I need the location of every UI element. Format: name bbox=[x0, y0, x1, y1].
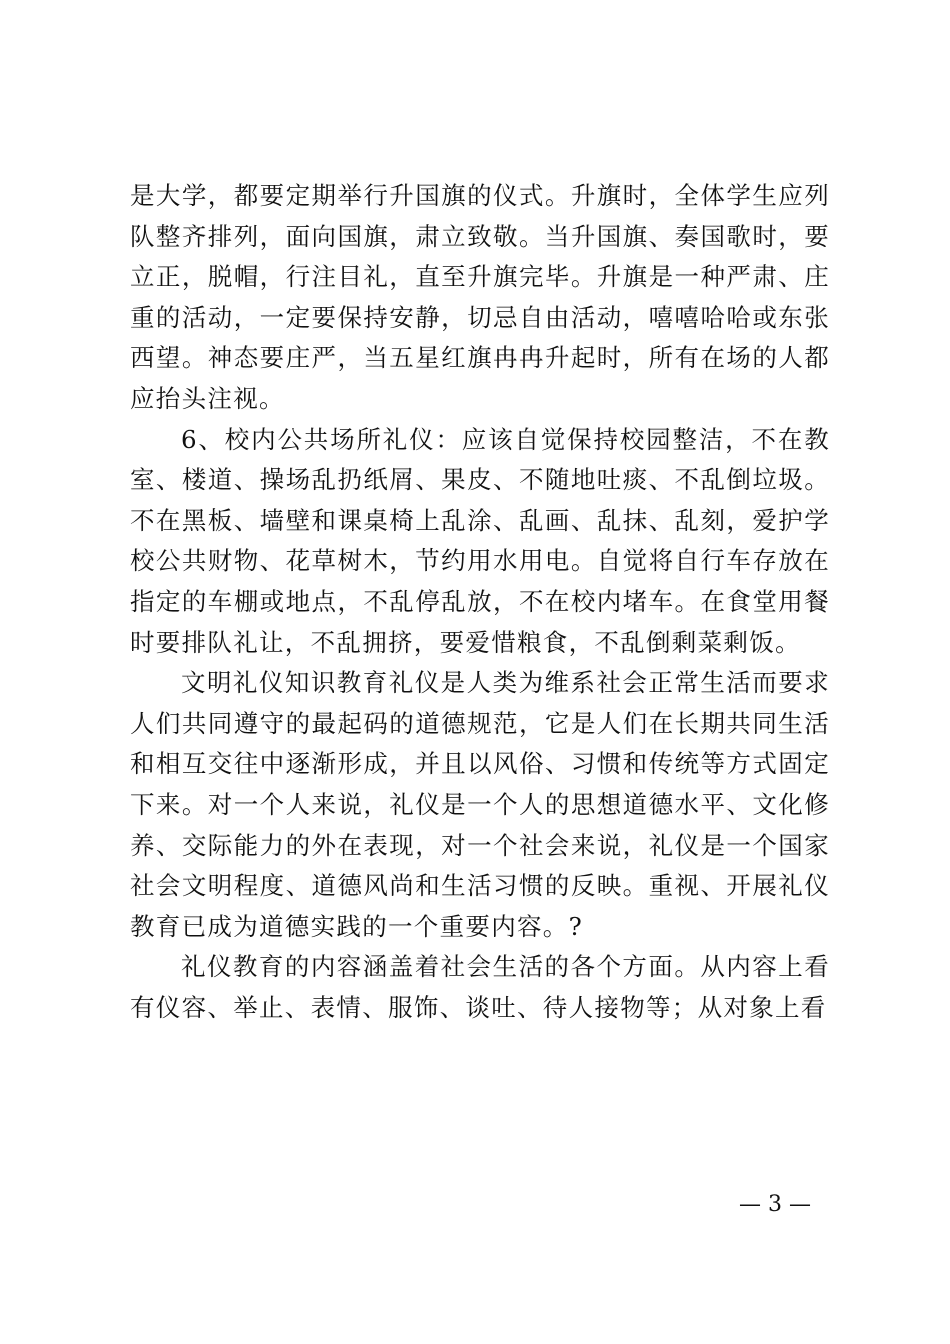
paragraph-etiquette-education: 文明礼仪知识教育礼仪是人类为维系社会正常生活而要求人们共同遵守的最起码的道德规范，它是人们在长期共同生活和相互交往中逐渐形成，并且以风俗、习惯和传统等方式固定下来。对一个人来说，礼仪是一个人的思想道德水平、文化修养、交际能力的外在表现，对一个社会来说，礼仪是一个国家社会文明程度、道德风尚和生活习惯的反映。重视、开展礼仪教育已成为道德实践的一个重要内容。? bbox=[130, 668, 830, 941]
body-text bbox=[130, 176, 830, 1028]
paragraph-public-places-etiquette: 6、校内公共场所礼仪：应该自觉保持校园整洁，不在教室、楼道、操场乱扔纸屑、果皮、不随地吐痰、不乱倒垃圾。不在黑板、墙壁和课桌椅上乱涂、乱画、乱抹、乱刻，爱护学校公共财物、花草树木，节约用水用电。自觉将自行车存放在指定的车棚或地点，不乱停乱放，不在校内堵车。在食堂用餐时要排队礼让，不乱拥挤，要爱惜粮食，不乱倒剩菜剩饭。 bbox=[130, 424, 830, 657]
page-number: — 3 — bbox=[739, 1192, 811, 1217]
paragraph-continuation: 是大学，都要定期举行升国旗的仪式。升旗时，全体学生应列队整齐排列，面向国旗，肃立致敬。当升国旗、奏国歌时，要立正，脱帽，行注目礼，直至升旗完毕。升旗是一种严肃、庄重的活动，一定要保持安静，切忌自由活动，嘻嘻哈哈或东张西望。神态要庄严，当五星红旗冉冉升起时，所有在场的人都应抬头注视。 bbox=[130, 181, 830, 413]
paragraph-etiquette-content: 礼仪教育的内容涵盖着社会生活的各个方面。从内容上看有仪容、举止、表情、服饰、谈吐、待人接物等；从对象上看 bbox=[130, 952, 830, 1022]
